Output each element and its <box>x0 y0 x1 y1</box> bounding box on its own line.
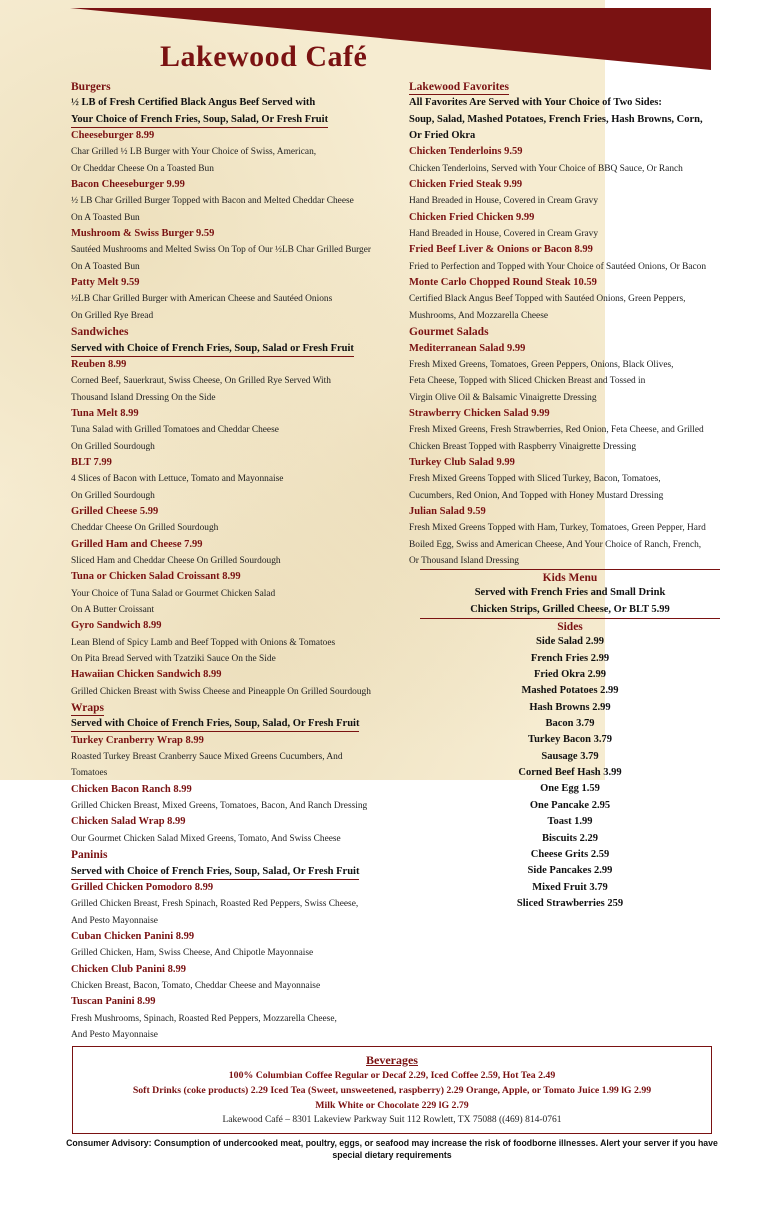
section-heading <box>409 79 714 95</box>
side-item: Mashed Potatoes 2.99 <box>521 685 619 697</box>
section-note-text: Soup, Salad, Mashed Potatoes, French Fries, Hash Browns, Corn, <box>409 113 703 125</box>
menu-item-description-text: Thousand Island Dressing On the Side <box>71 392 216 403</box>
menu-item-description-text: Or Thousand Island Dressing <box>409 555 519 566</box>
section-note-text: Or Fried Okra <box>409 130 476 142</box>
menu-item-description <box>71 291 371 307</box>
menu-item-description-text: Your Choice of Tuna Salad or Gourmet Chicken Salad <box>71 588 276 599</box>
section-heading <box>409 324 714 340</box>
menu-item-description <box>409 439 714 455</box>
menu-item-description-text: Chicken Breast Topped with Raspberry Vinaigrette Dressing <box>409 441 637 452</box>
menu-item-description-text: Cheddar Cheese On Grilled Sourdough <box>71 523 219 534</box>
menu-item-description-text: Boiled Egg, Swiss and American Cheese, And Your Choice of Ranch, French, <box>409 539 702 550</box>
menu-item-description <box>409 488 714 504</box>
menu-item-description-text: 4 Slices of Bacon with Lettuce, Tomato and Mayonnaise <box>71 474 284 485</box>
menu-item-name <box>71 994 371 1010</box>
cafe-address: Lakewood Café – 8301 Lakeview Parkway Suit 112 Rowlett, TX 75088 ((469) 814-0761 <box>222 1115 562 1125</box>
side-item: Biscuits 2.29 <box>541 832 598 844</box>
menu-item-description-text: On A Toasted Bun <box>71 212 140 223</box>
menu-item-description-text: On A Toasted Bun <box>71 261 140 272</box>
menu-item-description <box>409 193 714 209</box>
side-item: Sliced Strawberries 259 <box>516 897 624 909</box>
section-heading-text: Gourmet Salads <box>409 326 489 339</box>
menu-item-description-text: Fresh Mixed Greens Topped with Ham, Turkey, Tomatoes, Green Pepper, Hard <box>409 523 706 534</box>
menu-item-description <box>71 1011 371 1027</box>
section-note-text: Served with Choice of French Fries, Soup, Salad, Or Fresh Fruit <box>71 865 359 880</box>
menu-item-name <box>71 504 371 520</box>
menu-item-name-text: Chicken Salad Wrap 8.99 <box>71 816 186 828</box>
menu-item-description <box>71 635 371 651</box>
side-item: Turkey Bacon 3.79 <box>528 734 612 746</box>
menu-item-description-text: Grilled Chicken Breast with Swiss Cheese and Pineapple On Grilled Sourdough <box>71 686 371 697</box>
menu-item-description-text: On Pita Bread Served with Tzatziki Sauce On the Side <box>71 654 276 665</box>
menu-item-name-text: Turkey Cranberry Wrap 8.99 <box>71 734 204 746</box>
menu-item-name-text: Tuna or Chicken Salad Croissant 8.99 <box>71 571 241 583</box>
menu-item-description-text: Hand Breaded in House, Covered in Cream Gravy <box>409 196 599 207</box>
menu-item-description-text: Char Grilled ½ LB Burger with Your Choice of Swiss, American, <box>71 147 317 158</box>
menu-item-description-text: Feta Cheese, Topped with Sliced Chicken Breast and Tossed in <box>409 376 646 387</box>
menu-item-description-text: Grilled Chicken Breast, Mixed Greens, Tomatoes, Bacon, And Ranch Dressing <box>71 801 368 812</box>
section-note-text: Served with Choice of French Fries, Soup, Salad, Or Fresh Fruit <box>71 717 359 732</box>
menu-item-description <box>409 520 714 536</box>
menu-item-description <box>71 749 371 765</box>
menu-item-description <box>71 553 371 569</box>
menu-item-description-text: Sliced Ham and Cheddar Cheese On Grilled Sourdough <box>71 555 281 566</box>
menu-item-description <box>71 144 371 160</box>
menu-item-description <box>71 308 371 324</box>
menu-item-name-text: Reuben 8.99 <box>71 358 127 370</box>
menu-item-description <box>71 161 371 177</box>
menu-item-description-text: Tuna Salad with Grilled Tomatoes and Cheddar Cheese <box>71 425 279 436</box>
menu-item-name-text: Patty Melt 9.59 <box>71 277 140 289</box>
menu-item-description <box>409 308 714 324</box>
menu-item-description-text: ½LB Char Grilled Burger with American Cheese and Sautéed Onions <box>71 294 333 305</box>
menu-item-name-text: Turkey Club Salad 9.99 <box>409 456 515 468</box>
menu-item-description-text: Corned Beef, Sauerkraut, Swiss Cheese, On Grilled Rye Served With <box>71 376 331 387</box>
menu-item-name-text: Fried Beef Liver & Onions or Bacon 8.99 <box>409 244 593 256</box>
kids-menu-note: Chicken Strips, Grilled Cheese, Or BLT 5.99 <box>470 603 670 615</box>
menu-item-name <box>409 455 714 471</box>
menu-item-name-text: Chicken Fried Chicken 9.99 <box>409 211 535 223</box>
side-item: One Pancake 2.95 <box>529 799 611 811</box>
menu-item-description-text: Or Cheddar Cheese On a Toasted Bun <box>71 163 214 174</box>
menu-item-name-text: Bacon Cheeseburger 9.99 <box>71 179 185 191</box>
cafe-title: Lakewood Café <box>160 40 368 73</box>
menu-item-description <box>71 193 371 209</box>
menu-item-name-text: Tuscan Panini 8.99 <box>71 996 156 1008</box>
menu-item-description-text: Cucumbers, Red Onion, And Topped with Honey Mustard Dressing <box>409 490 664 501</box>
consumer-advisory <box>62 1137 722 1161</box>
menu-item-description-text: Fresh Mixed Greens, Fresh Strawberries, Red Onion, Feta Cheese, and Grilled <box>409 425 704 436</box>
menu-item-description-text: On Grilled Rye Bread <box>71 310 154 321</box>
menu-item-description <box>409 422 714 438</box>
menu-item-description <box>71 831 371 847</box>
menu-item-description-text: Fresh Mixed Greens Topped with Sliced Turkey, Bacon, Tomatoes, <box>409 474 661 485</box>
beverages-box <box>72 1046 712 1134</box>
menu-item-name-text: Chicken Tenderloins 9.59 <box>409 146 523 158</box>
menu-item-name-text: Cuban Chicken Panini 8.99 <box>71 930 195 942</box>
section-note <box>409 95 714 111</box>
menu-item-name <box>409 210 714 226</box>
menu-item-name <box>71 782 371 798</box>
menu-item-name <box>71 814 371 830</box>
menu-item-description <box>71 896 371 912</box>
menu-item-description <box>409 373 714 389</box>
menu-item-name <box>71 406 371 422</box>
menu-item-name-text: Strawberry Chicken Salad 9.99 <box>409 407 550 419</box>
menu-item-name <box>71 226 371 242</box>
menu-item-description <box>71 586 371 602</box>
advisory-line: special dietary requirements <box>332 1150 452 1160</box>
left-menu-column <box>71 79 371 1043</box>
menu-item-description-text: Fresh Mushrooms, Spinach, Roasted Red Peppers, Mozzarella Cheese, <box>71 1013 337 1024</box>
menu-item-description-text: And Pesto Mayonnaise <box>71 915 158 926</box>
section-heading-text: Paninis <box>71 849 108 862</box>
section-heading: Sides <box>420 618 720 634</box>
menu-item-name-text: Grilled Chicken Pomodoro 8.99 <box>71 881 214 893</box>
menu-item-name <box>71 733 371 749</box>
side-item: French Fries 2.99 <box>530 652 610 664</box>
menu-item-description <box>71 684 370 700</box>
menu-item-description <box>409 553 714 569</box>
menu-item-description <box>71 259 371 275</box>
menu-item-description <box>71 471 371 487</box>
menu-item-name <box>409 504 714 520</box>
side-item: Fried Okra 2.99 <box>533 669 607 681</box>
section-heading-text: Lakewood Favorites <box>409 81 509 93</box>
menu-item-description <box>409 226 714 242</box>
menu-item-description-text: On A Butter Croissant <box>71 605 155 615</box>
menu-item-description-text: Chicken Tenderloins, Served with Your Choice of BBQ Sauce, Or Ranch <box>409 163 683 174</box>
menu-item-description <box>71 945 371 961</box>
section-heading-text: Sandwiches <box>71 326 129 339</box>
side-item: Mixed Fruit 3.79 <box>532 881 608 893</box>
advisory-line: Consumer Advisory: Consumption of undercooked meat, poultry, eggs, or seafood may increase the risk of foodborne illnesses. Alert your server if you have <box>66 1138 718 1148</box>
menu-item-description-text: Chicken Breast, Bacon, Tomato, Cheddar Cheese and Mayonnaise <box>71 980 321 991</box>
section-note <box>409 128 714 144</box>
menu-item-description <box>409 357 714 373</box>
menu-item-name-text: Chicken Fried Steak 9.99 <box>409 179 523 191</box>
menu-item-description <box>71 520 371 536</box>
menu-item-name-text: Gyro Sandwich 8.99 <box>71 620 162 632</box>
menu-item-description <box>409 537 714 553</box>
menu-item-description <box>409 471 714 487</box>
menu-item-name-text: Julian Salad 9.59 <box>409 505 486 517</box>
menu-item-description-text: Fresh Mixed Greens, Tomatoes, Green Peppers, Onions, Black Olives, <box>409 359 674 370</box>
beverage-line: Soft Drinks (coke products) 2.29 Iced Tea (Sweet, unsweetened, raspberry) 2.29 Orange, Apple, or Tomato Juice 1.99 lG 2.99 <box>132 1085 652 1096</box>
side-item: Sausage 3.79 <box>541 750 599 762</box>
section-note-text: All Favorites Are Served with Your Choice of Two Sides: <box>409 97 662 109</box>
menu-item-description-text: Lean Blend of Spicy Lamb and Beef Topped with Onions & Tomatoes <box>71 637 336 648</box>
menu-item-description <box>409 259 714 275</box>
menu-item-name <box>71 357 371 373</box>
menu-item-name-text: Mushroom & Swiss Burger 9.59 <box>71 228 215 240</box>
menu-item-name <box>409 242 714 258</box>
menu-item-description <box>409 291 714 307</box>
section-note-text: Your Choice of French Fries, Soup, Salad, Or Fresh Fruit <box>71 113 328 128</box>
side-item: Hash Browns 2.99 <box>529 701 611 713</box>
menu-item-name <box>71 455 371 471</box>
menu-item-description-text: Our Gourmet Chicken Salad Mixed Greens, Tomato, And Swiss Cheese <box>71 833 341 844</box>
menu-item-description <box>71 913 371 929</box>
menu-item-name <box>71 962 371 978</box>
menu-item-name <box>71 128 371 144</box>
right-menu-column <box>409 79 714 569</box>
kids-and-sides-block <box>420 569 720 912</box>
menu-item-description-text: Roasted Turkey Breast Cranberry Sauce Mixed Greens Cucumbers, And <box>71 752 343 763</box>
beverages-heading: Beverages <box>366 1053 418 1067</box>
menu-item-description-text: Hand Breaded in House, Covered in Cream Gravy <box>409 229 599 240</box>
menu-item-name-text: Chicken Bacon Ranch 8.99 <box>71 783 192 795</box>
menu-item-description <box>71 210 371 226</box>
menu-item-name <box>409 144 714 160</box>
side-item: One Egg 1.59 <box>540 783 600 795</box>
menu-item-description <box>71 439 371 455</box>
section-heading <box>71 79 371 95</box>
menu-item-name-text: Hawaiian Chicken Sandwich 8.99 <box>71 669 222 681</box>
section-note-text: Served with Choice of French Fries, Soup, Salad or Fresh Fruit <box>71 342 354 357</box>
menu-item-name-text: Grilled Ham and Cheese 7.99 <box>71 538 203 550</box>
menu-item-name-text: Tuna Melt 8.99 <box>71 407 139 419</box>
menu-item-description <box>71 242 369 258</box>
menu-item-name <box>71 275 371 291</box>
menu-item-description <box>409 390 714 406</box>
menu-item-description <box>71 602 371 618</box>
menu-item-name <box>409 406 714 422</box>
menu-item-description <box>409 161 714 177</box>
section-heading-text: Burgers <box>71 81 111 93</box>
side-item: Bacon 3.79 <box>545 718 595 730</box>
menu-item-description <box>71 978 371 994</box>
menu-item-name-text: Chicken Club Panini 8.99 <box>71 963 186 975</box>
menu-item-description-text: ½ LB Char Grilled Burger Topped with Bacon and Melted Cheddar Cheese <box>71 196 354 207</box>
menu-item-description-text: Sautéed Mushrooms and Melted Swiss On Top of Our ½LB Char Grilled Burger <box>71 245 371 256</box>
menu-item-name <box>71 880 371 896</box>
section-note <box>71 341 371 357</box>
menu-item-description <box>71 488 371 504</box>
menu-item-description <box>71 1027 371 1043</box>
section-heading <box>71 700 371 716</box>
menu-item-description <box>71 422 371 438</box>
section-note <box>71 864 371 880</box>
menu-item-description-text: Tomatoes <box>71 768 108 779</box>
menu-item-description-text: Virgin Olive Oil & Balsamic Vinaigrette Dressing <box>409 392 597 403</box>
menu-item-name <box>409 177 714 193</box>
menu-item-description-text: Mushrooms, And Mozzarella Cheese <box>409 310 549 321</box>
menu-item-description-text: Fried to Perfection and Topped with Your Choice of Sautéed Onions, Or Bacon <box>409 261 707 272</box>
header-banner <box>0 0 782 80</box>
side-item: Toast 1.99 <box>547 816 593 828</box>
menu-item-description <box>71 765 371 781</box>
side-item: Corned Beef Hash 3.99 <box>518 767 622 779</box>
menu-item-name <box>71 618 371 634</box>
menu-item-name <box>71 929 371 945</box>
menu-item-description <box>71 651 371 667</box>
section-note-text: ½ LB of Fresh Certified Black Angus Beef Served with <box>71 97 316 109</box>
section-note <box>71 716 371 732</box>
menu-item-description <box>71 390 371 406</box>
section-heading <box>71 847 371 863</box>
menu-item-name <box>71 537 371 553</box>
menu-item-name <box>71 569 371 585</box>
menu-item-name-text: Grilled Cheese 5.99 <box>71 505 159 517</box>
menu-item-name <box>409 341 714 357</box>
menu-item-name <box>71 177 371 193</box>
side-item: Side Salad 2.99 <box>536 636 604 648</box>
menu-item-description <box>71 798 371 814</box>
menu-item-name-text: Monte Carlo Chopped Round Steak 10.59 <box>409 277 597 289</box>
section-note <box>71 95 371 111</box>
menu-item-name-text: BLT 7.99 <box>71 456 112 468</box>
section-heading: Kids Menu <box>420 569 720 585</box>
side-item: Cheese Grits 2.59 <box>530 848 610 860</box>
section-note <box>409 112 714 128</box>
section-heading-text: Wraps <box>71 702 105 715</box>
menu-item-description-text: On Grilled Sourdough <box>71 490 155 501</box>
menu-item-name-text: Cheeseburger 8.99 <box>71 130 155 142</box>
beverage-line: Milk White or Chocolate 229 lG 2.79 <box>315 1100 469 1111</box>
menu-item-description-text: Grilled Chicken, Ham, Swiss Cheese, And Chipotle Mayonnaise <box>71 948 314 959</box>
menu-item-name <box>409 275 714 291</box>
menu-item-description-text: Certified Black Angus Beef Topped with Sautéed Onions, Green Peppers, <box>409 294 686 305</box>
side-item: Side Pancakes 2.99 <box>527 865 613 877</box>
section-note <box>71 112 371 128</box>
menu-item-description-text: And Pesto Mayonnaise <box>71 1029 158 1040</box>
menu-item-name-text: Mediterranean Salad 9.99 <box>409 342 526 354</box>
menu-item-description-text: On Grilled Sourdough <box>71 441 155 452</box>
section-heading <box>71 324 371 340</box>
beverage-line: 100% Columbian Coffee Regular or Decaf 2.29, Iced Coffee 2.59, Hot Tea 2.49 <box>228 1070 556 1081</box>
kids-menu-note: Served with French Fries and Small Drink <box>474 587 666 599</box>
menu-item-description-text: Grilled Chicken Breast, Fresh Spinach, Roasted Red Peppers, Swiss Cheese, <box>71 899 359 910</box>
menu-item-name <box>71 667 371 683</box>
menu-item-description <box>71 373 371 389</box>
